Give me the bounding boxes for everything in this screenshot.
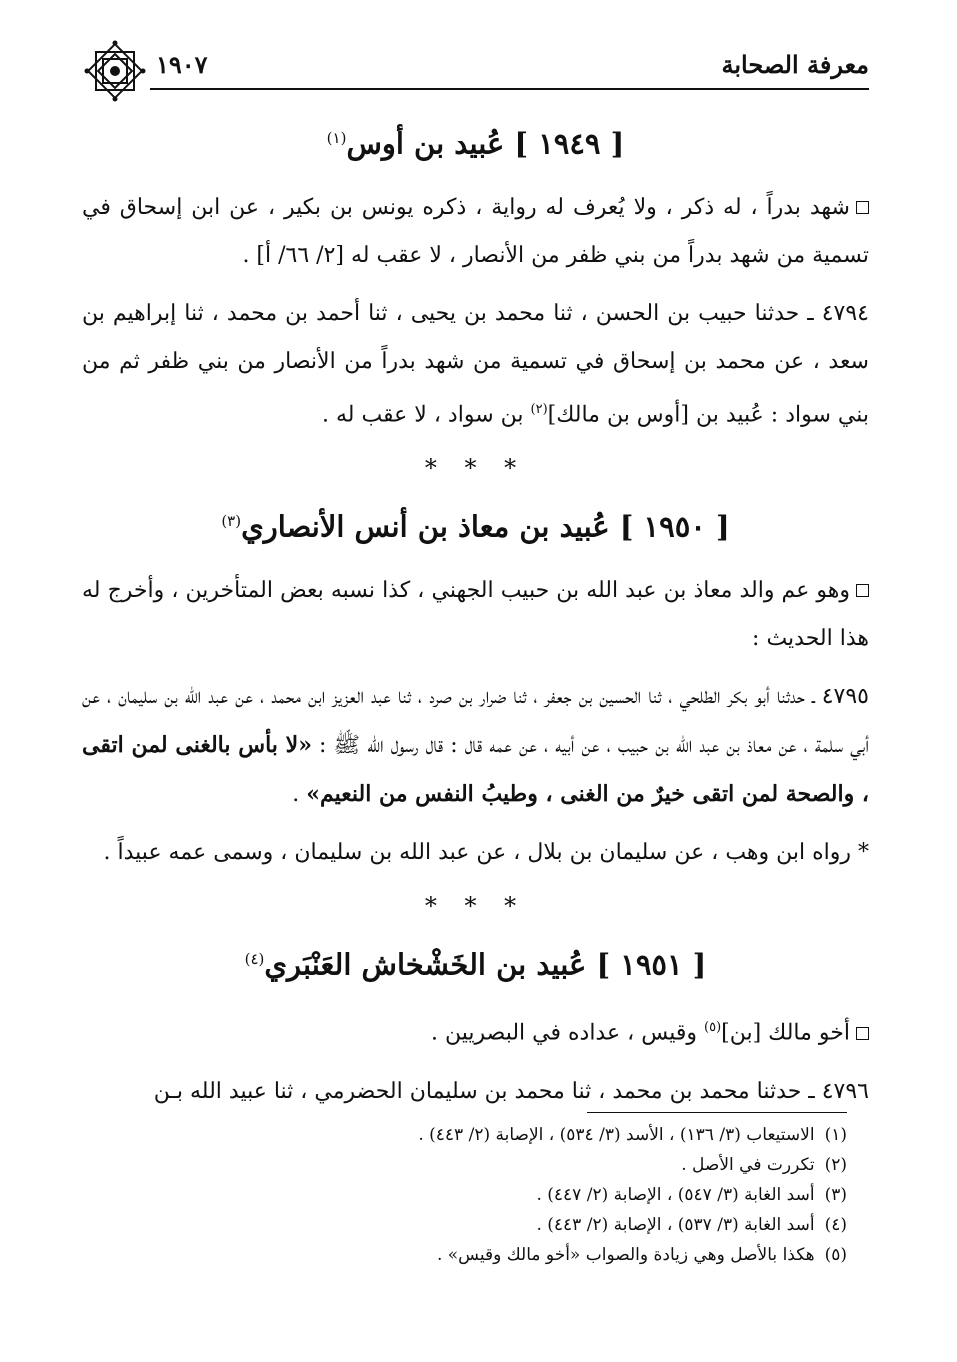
- section-separator: * * *: [424, 891, 527, 920]
- entry-title-1949: [82, 118, 869, 164]
- paragraph-text: وهو عم والد معاذ بن عبد الله بن حبيب الجهني ، كذا نسبه بعض المتأخرين ، وأخرج له هذا الحديث :: [82, 577, 869, 651]
- footnote-number: (٢): [824, 1155, 847, 1175]
- entry-1950-paragraph-3: [82, 829, 869, 877]
- entry-title-1950: [82, 501, 869, 547]
- hadith-quote: «لا بأس بالغنى لمن اتقى ، والصحة لمن اتقى خيرٌ من الغنى ، وطيبُ النفس من النعيم»: [82, 731, 869, 807]
- footnote-item: [82, 1150, 847, 1180]
- footnote-number: (٣): [824, 1185, 847, 1205]
- entry-1950-paragraph-1: [82, 567, 869, 663]
- entry-1950-paragraph-2: [82, 673, 869, 819]
- footnote-marker: (١): [326, 129, 347, 147]
- paragraph-text: وقيس ، عداده في البصريين .: [430, 1020, 705, 1046]
- footnote-text: هكذا بالأصل وهي زيادة والصواب «أخو مالك وقيس» .: [436, 1245, 815, 1265]
- footnote-item: [82, 1210, 847, 1240]
- square-bullet-icon: [856, 201, 869, 214]
- square-bullet-icon: [856, 1027, 869, 1040]
- footnote-marker: (٢): [530, 401, 548, 417]
- entry-1949-paragraph-1: [82, 184, 869, 280]
- paragraph-text: ٤٧٩٥ ـ حدثنا أبو بكر الطلحي ، ثنا الحسين بن جعفر ، ثنا ضرار بن صرد ، ثنا عبد العزيز ابن محمد ، عن عبد الله بن سليمان ، عن أبي سلمة ، عن معاذ بن عبد الله بن حبيب ، عن أبيه ، عن عمه قال : قال رسول الله ﷺ :: [82, 683, 869, 758]
- entry-title-text: [ ١٩٤٩ ] عُبيد بن أوس: [346, 126, 625, 161]
- footnote-marker: (٤): [244, 949, 265, 968]
- footnote-marker: (٥): [704, 1020, 722, 1036]
- entry-1951-paragraph-1: [82, 1004, 869, 1057]
- footnote-number: (٥): [824, 1245, 847, 1265]
- footnote-text: أسد الغابة (٣/ ٥٣٧) ، الإصابة (٢/ ٤٤٣) .: [536, 1215, 815, 1235]
- paragraph-text: * رواه ابن وهب ، عن سليمان بن بلال ، عن عبد الله بن سليمان ، وسمى عمه عبيداً .: [103, 839, 869, 865]
- running-title: معرفة الصحابة: [721, 50, 869, 79]
- paragraph-text: بن سواد ، لا عقب له .: [321, 401, 531, 427]
- paragraph-text: أخو مالك [بن]: [721, 1020, 850, 1046]
- footnote-text: الاستيعاب (٣/ ١٣٦) ، الأسد (٣/ ٥٣٤) ، الإصابة (٢/ ٤٤٣) .: [418, 1125, 815, 1145]
- main-content: [82, 118, 869, 1116]
- footnote-text: تكررت في الأصل .: [681, 1155, 815, 1175]
- square-bullet-icon: [856, 584, 869, 597]
- footnote-text: أسد الغابة (٣/ ٥٤٧) ، الإصابة (٢/ ٤٤٧) .: [536, 1185, 815, 1205]
- footnote-item: [82, 1240, 847, 1270]
- entry-title-1951: [82, 939, 869, 985]
- footnote-item: [82, 1180, 847, 1210]
- page-header: [82, 38, 869, 88]
- footnote-number: (٤): [824, 1215, 847, 1235]
- footnote-item: [82, 1120, 847, 1150]
- footnote-marker: (٣): [221, 511, 242, 530]
- footnote-number: (١): [824, 1125, 847, 1145]
- entry-1951-paragraph-2: [82, 1068, 869, 1116]
- section-separator: * * *: [424, 453, 527, 482]
- footnotes: [82, 1120, 847, 1270]
- paragraph-text: .: [292, 781, 307, 807]
- ornament-star-icon: [82, 38, 148, 104]
- paragraph-text: ٤٧٩٦ ـ حدثنا محمد بن محمد ، ثنا محمد بن سليمان الحضرمي ، ثنا عبيد الله بـن: [153, 1078, 869, 1104]
- entry-title-text: [ ١٩٥٠ ] عُبيد بن معاذ بن أنس الأنصاري: [241, 509, 730, 544]
- entry-title-text: [ ١٩٥١ ] عُبيد بن الخَشْخاش العَنْبَري: [264, 947, 707, 982]
- entry-1949-paragraph-2: [82, 290, 869, 439]
- page-number: ١٩٠٧: [156, 50, 208, 79]
- footnote-rule: [587, 1112, 847, 1113]
- header-rule: [150, 88, 869, 90]
- paragraph-text: ٤٧٩٤ ـ حدثنا حبيب بن الحسن ، ثنا محمد بن يحيى ، ثنا أحمد بن محمد ، ثنا إبراهيم بن سعد ، عن محمد بن إسحاق في تسمية من شهد بدراً من الأنصار من بني ظفر ثم من بني سواد : عُبيد بن [أوس بن مالك]: [82, 300, 869, 427]
- paragraph-text: شهد بدراً ، له ذكر ، ولا يُعرف له رواية ، ذكره يونس بن بكير ، عن ابن إسحاق في تسمية من شهد بدراً من بني ظفر من الأنصار ، لا عقب له [٢/ ٦٦/ أ] .: [82, 194, 869, 268]
